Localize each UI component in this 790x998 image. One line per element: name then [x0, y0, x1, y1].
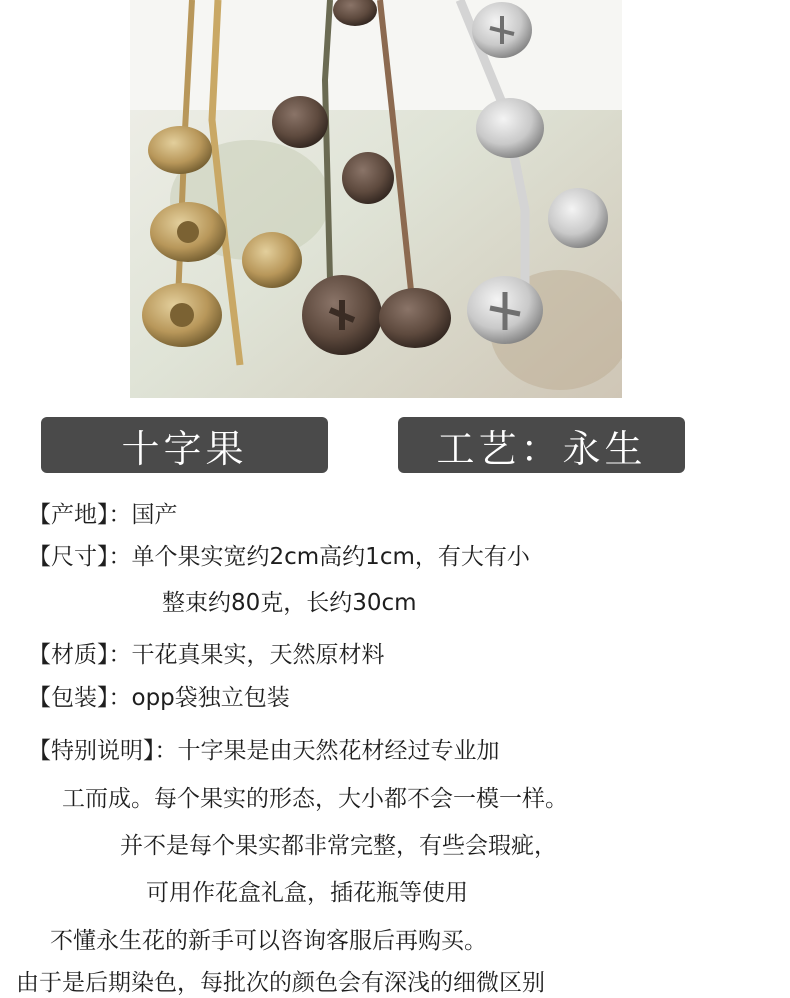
note-line4: 可用作花盒礼盒，插花瓶等使用: [146, 880, 468, 906]
note-line2: 工而成。每个果实的形态，大小都不会一模一样。: [62, 786, 568, 812]
eucalyptus-pod-illustration: [130, 0, 622, 398]
note-line1: 【特别说明】：十字果是由天然花材经过专业加: [28, 738, 500, 764]
craft-tag: [398, 417, 685, 473]
craft-label: 工艺：永生: [436, 426, 647, 471]
product-photo: [130, 0, 622, 398]
spec-packaging: 【包装】：opp袋独立包装: [28, 685, 290, 711]
product-name-label: 十字果: [121, 426, 248, 471]
product-name-tag: [41, 417, 328, 473]
note-line6: 由于是后期染色，每批次的颜色会有深浅的细微区别: [16, 970, 545, 996]
spec-size-line2: 整束约80克，长约30cm: [162, 590, 417, 616]
spec-size-line1: 【尺寸】：单个果实宽约2cm高约1cm，有大有小: [28, 544, 530, 570]
note-line3: 并不是每个果实都非常完整，有些会瑕疵，: [120, 833, 557, 859]
spec-material: 【材质】：干花真果实，天然原材料: [28, 642, 385, 668]
spec-origin: 【产地】：国产: [28, 502, 178, 528]
note-line5: 不懂永生花的新手可以咨询客服后再购买。: [50, 928, 487, 954]
